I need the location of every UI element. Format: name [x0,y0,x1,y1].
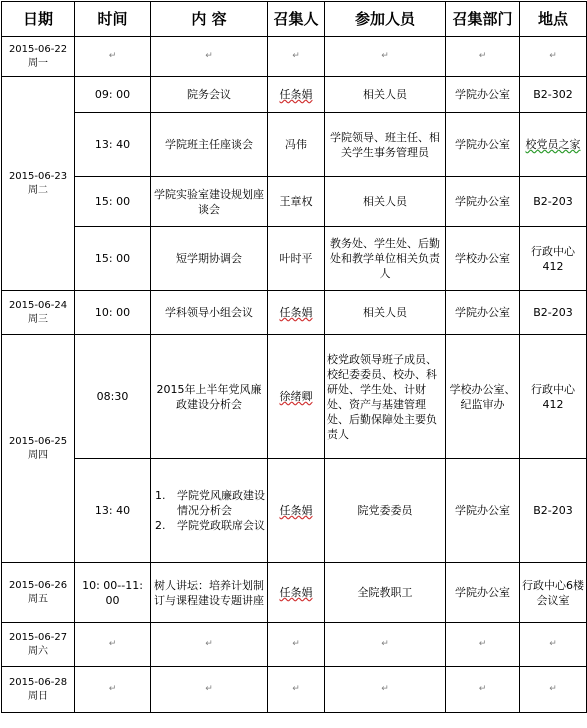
time-cell: 10: 00 [75,291,151,335]
empty-cell: ↵ [325,623,446,667]
convener-cell: 任条娟 [268,77,325,113]
content-cell: 学院实验室建设规划座谈会 [151,177,268,227]
place-cell: 行政中心412 [520,227,587,291]
convener-cell: 任条娟 [268,563,325,623]
table-row [2,37,587,77]
table-row [2,177,587,227]
time-cell: 13: 40 [75,459,151,563]
participants-cell: 院党委委员 [325,459,446,563]
participants-cell: 全院教职工 [325,563,446,623]
header-time: 时间 [75,2,151,37]
table-row [2,563,587,623]
table-row [2,113,587,177]
empty-cell: ↵ [268,623,325,667]
meeting-schedule-table [1,1,587,713]
content-cell: 2015年上半年党风廉政建设分析会 [151,335,268,459]
convener-cell: 叶时平 [268,227,325,291]
list-item: 1. 学院党风廉政建设情况分析会 [155,489,265,517]
convener-cell: 王章权 [268,177,325,227]
content-cell: 学院班主任座谈会 [151,113,268,177]
dept-cell: 学院办公室 [446,77,520,113]
empty-cell: ↵ [446,667,520,713]
table-row [2,227,587,291]
date-cell: 2015-06-25 周四 [2,335,75,563]
empty-cell: ↵ [151,667,268,713]
content-cell: 短学期协调会 [151,227,268,291]
header-row [2,2,587,37]
empty-cell: ↵ [151,623,268,667]
time-cell: 15: 00 [75,227,151,291]
table-row [2,291,587,335]
place-cell: B2-203 [520,177,587,227]
date-cell: 2015-06-27 周六 [2,623,75,667]
header-participants: 参加人员 [325,2,446,37]
date-cell: 2015-06-24 周三 [2,291,75,335]
content-cell: 学科领导小组会议 [151,291,268,335]
empty-cell: ↵ [325,37,446,77]
place-cell: B2-302 [520,77,587,113]
empty-cell: ↵ [75,37,151,77]
empty-cell: ↵ [75,667,151,713]
empty-cell: ↵ [325,667,446,713]
date-cell: 2015-06-23 周二 [2,77,75,291]
list-item: 2. 学院党政联席会议 [155,519,265,532]
place-cell: 行政中心6楼会议室 [520,563,587,623]
table-row [2,623,587,667]
dept-cell: 学院办公室 [446,563,520,623]
place-cell: 校党员之家 [520,113,587,177]
table-row [2,667,587,713]
empty-cell: ↵ [520,37,587,77]
participants-cell: 教务处、学生处、后勤处和教学单位相关负责人 [325,227,446,291]
table-row [2,77,587,113]
date-cell: 2015-06-22 周一 [2,37,75,77]
place-cell: B2-203 [520,459,587,563]
header-dept: 召集部门 [446,2,520,37]
participants-cell: 相关人员 [325,77,446,113]
place-cell: 行政中心412 [520,335,587,459]
dept-cell: 学院办公室 [446,459,520,563]
date-cell: 2015-06-26 周五 [2,563,75,623]
participants-cell: 相关人员 [325,177,446,227]
header-date: 日期 [2,2,75,37]
convener-cell: 冯伟 [268,113,325,177]
convener-cell: 徐绪卿 [268,335,325,459]
participants-cell: 相关人员 [325,291,446,335]
table-row [2,459,587,563]
empty-cell: ↵ [520,623,587,667]
dept-cell: 学院办公室 [446,291,520,335]
content-cell: 院务会议 [151,77,268,113]
dept-cell: 学院办公室 [446,177,520,227]
time-cell: 15: 00 [75,177,151,227]
empty-cell: ↵ [446,37,520,77]
convener-cell: 任条娟 [268,459,325,563]
empty-cell: ↵ [268,667,325,713]
time-cell: 08:30 [75,335,151,459]
time-cell: 09: 00 [75,77,151,113]
empty-cell: ↵ [520,667,587,713]
time-cell: 10: 00--11: 00 [75,563,151,623]
dept-cell: 学校办公室、纪监审办 [446,335,520,459]
convener-cell: 任条娟 [268,291,325,335]
dept-cell: 学院办公室 [446,113,520,177]
content-cell [151,459,268,563]
header-content: 内 容 [151,2,268,37]
header-place: 地点 [520,2,587,37]
dept-cell: 学校办公室 [446,227,520,291]
time-cell: 13: 40 [75,113,151,177]
empty-cell: ↵ [446,623,520,667]
empty-cell: ↵ [151,37,268,77]
table-row [2,335,587,459]
date-cell: 2015-06-28 周日 [2,667,75,713]
header-convener: 召集人 [268,2,325,37]
content-cell: 树人讲坛：培养计划制订与课程建设专题讲座 [151,563,268,623]
participants-cell: 校党政领导班子成员、校纪委委员、校办、科研处、学生处、计财处、资产与基建管理处、后勤保障处主要负责人 [325,335,446,459]
empty-cell: ↵ [268,37,325,77]
empty-cell: ↵ [75,623,151,667]
place-cell: B2-203 [520,291,587,335]
participants-cell: 学院领导、班主任、相关学生事务管理员 [325,113,446,177]
